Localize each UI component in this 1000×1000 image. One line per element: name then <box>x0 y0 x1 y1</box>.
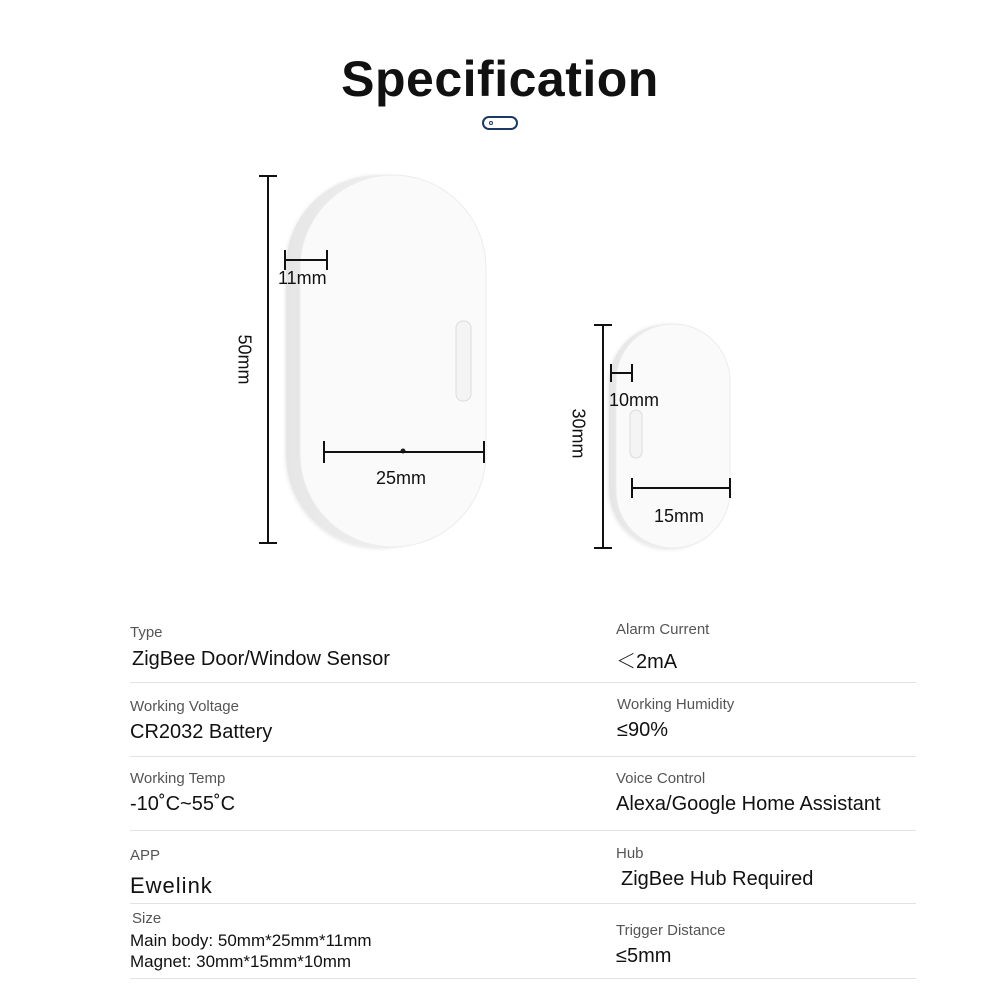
spec-value: ≤90% <box>617 719 669 741</box>
spec-app <box>130 847 213 899</box>
divider <box>130 830 916 831</box>
spec-value: Ewelink <box>130 873 213 898</box>
spec-working-voltage <box>130 698 272 744</box>
spec-value-line1: Main body: 50mm*25mm*11mm <box>130 931 372 950</box>
spec-size <box>130 910 372 972</box>
spec-value: Alexa/Google Home Assistant <box>616 793 881 815</box>
main-width-label: 25mm <box>376 468 427 488</box>
spec-label: APP <box>130 847 161 864</box>
spec-label: Trigger Distance <box>616 922 726 939</box>
spec-trigger-distance <box>616 922 725 968</box>
spec-label: Type <box>130 624 163 641</box>
spec-label: Working Voltage <box>130 698 239 715</box>
spec-value: ZigBee Hub Required <box>621 868 814 890</box>
spec-working-temp <box>130 770 235 816</box>
magnet-height-label: 30mm <box>568 408 589 459</box>
spec-value: -10˚C~55˚C <box>130 793 236 815</box>
spec-value: ＜2mA <box>616 651 678 673</box>
spec-label: Working Humidity <box>617 696 735 713</box>
spec-value: ≤5mm <box>616 945 672 967</box>
page-title: Specification <box>341 51 659 107</box>
main-thickness-label: 11mm <box>278 268 327 288</box>
spec-label: Voice Control <box>616 770 706 787</box>
spec-alarm-current <box>616 621 709 674</box>
magnet-width-label: 15mm <box>654 506 705 526</box>
divider <box>130 978 916 979</box>
spec-voice-control <box>616 770 881 816</box>
divider <box>130 903 916 904</box>
spec-label: Hub <box>616 845 644 862</box>
spec-label: Working Temp <box>130 770 226 787</box>
spec-value: ZigBee Door/Window Sensor <box>132 648 390 670</box>
spec-hub <box>616 845 813 891</box>
divider <box>130 682 916 683</box>
main-sensor-illustration <box>286 175 486 547</box>
spec-label: Size <box>132 910 162 927</box>
divider <box>130 756 916 757</box>
spec-working-humidity <box>617 696 734 742</box>
spec-label: Alarm Current <box>616 621 710 638</box>
spec-type <box>130 624 390 671</box>
spec-value: CR2032 Battery <box>130 721 273 743</box>
main-height-label: 50mm <box>234 334 255 385</box>
spec-value-line2: Magnet: 30mm*15mm*10mm <box>130 952 352 971</box>
magnet-thickness-label: 10mm <box>609 390 660 410</box>
